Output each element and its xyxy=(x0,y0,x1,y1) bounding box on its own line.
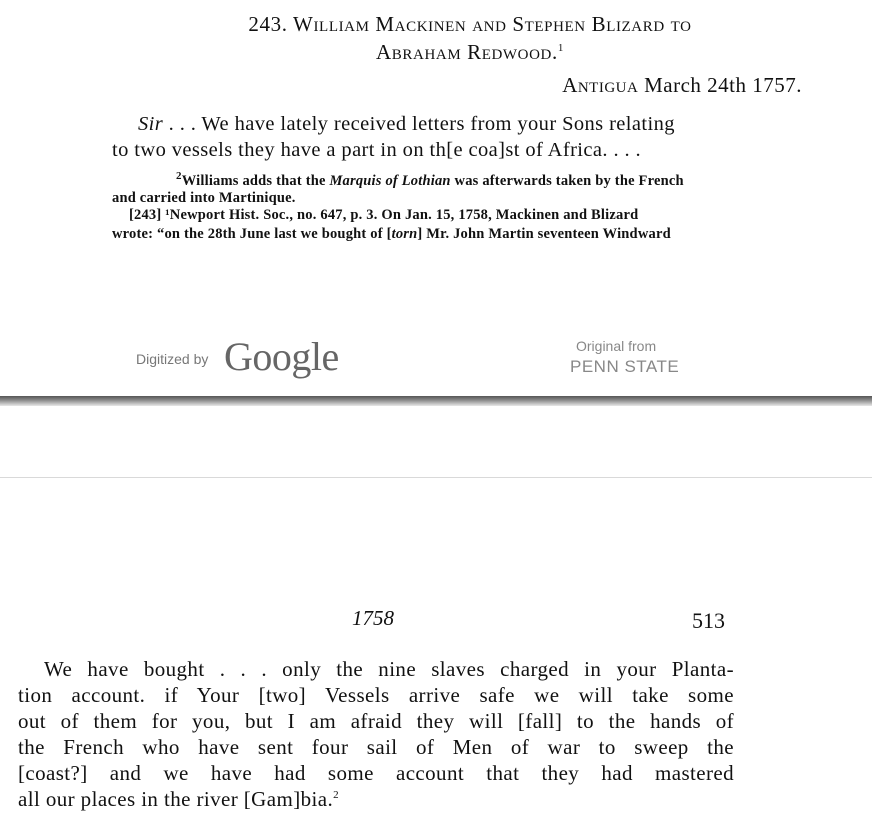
body-line: We have bought . . . only the nine slaves charged in your Planta- xyxy=(44,657,734,681)
letter-text-line2: to two vessels they have a part in on th[e coa]st of Africa. . . . xyxy=(112,139,642,161)
body-line: tion account. if Your [two] Vessels arrive safe we will take some xyxy=(18,683,734,707)
dateline-date: March 24th 1757. xyxy=(644,73,802,97)
page-divider xyxy=(0,477,872,478)
body-line: out of them for you, but I am afraid they will [fall] to the hands of xyxy=(18,709,734,733)
letter-text-line1: Sir . . . We have lately received letters from your Sons relating xyxy=(138,113,675,135)
letter-continuation xyxy=(18,656,734,812)
digitized-by-label: Digitized by xyxy=(136,351,209,367)
footnote-2-line2: and carried into Martinique. xyxy=(112,190,296,206)
footnote-ref-2: 2 xyxy=(333,789,340,801)
footnote-2-line1: $^2$Williams adds that the Marquis of Lothian was afterwards taken by the French xyxy=(176,170,684,189)
body-line-last: all our places in the river [Gam]bia.$^2$ xyxy=(18,787,340,811)
original-from-label: Original from xyxy=(576,338,657,354)
body-line: [coast?] and we have had some account that they had mastered xyxy=(18,761,734,785)
page-number: 513 xyxy=(692,608,725,633)
institution-label: PENN STATE xyxy=(570,357,680,376)
dateline-place: Antigua xyxy=(562,73,639,97)
google-logo: Google xyxy=(224,334,339,379)
letter-heading-line1: 243. William Mackinen and Stephen Blizard to xyxy=(248,12,692,36)
letter-heading-line2: Abraham Redwood.$^1$ xyxy=(376,40,564,64)
footnote-ref-1: 1 xyxy=(557,42,564,54)
page-break-shadow xyxy=(0,396,872,406)
body-line: the French who have sent four sail of Men of war to sweep the xyxy=(18,735,734,759)
top-page-scan xyxy=(0,0,872,398)
salutation: Sir xyxy=(138,113,164,135)
footnote-243-line1: [243] ¹Newport Hist. Soc., no. 647, p. 3. On Jan. 15, 1758, Mackinen and Blizard xyxy=(129,207,639,223)
footnote-243-line2: wrote: “on the 28th June last we bought of [torn] Mr. John Martin seventeen Windward xyxy=(112,226,671,242)
running-head-year: 1758 xyxy=(352,606,394,630)
dateline xyxy=(562,73,802,98)
